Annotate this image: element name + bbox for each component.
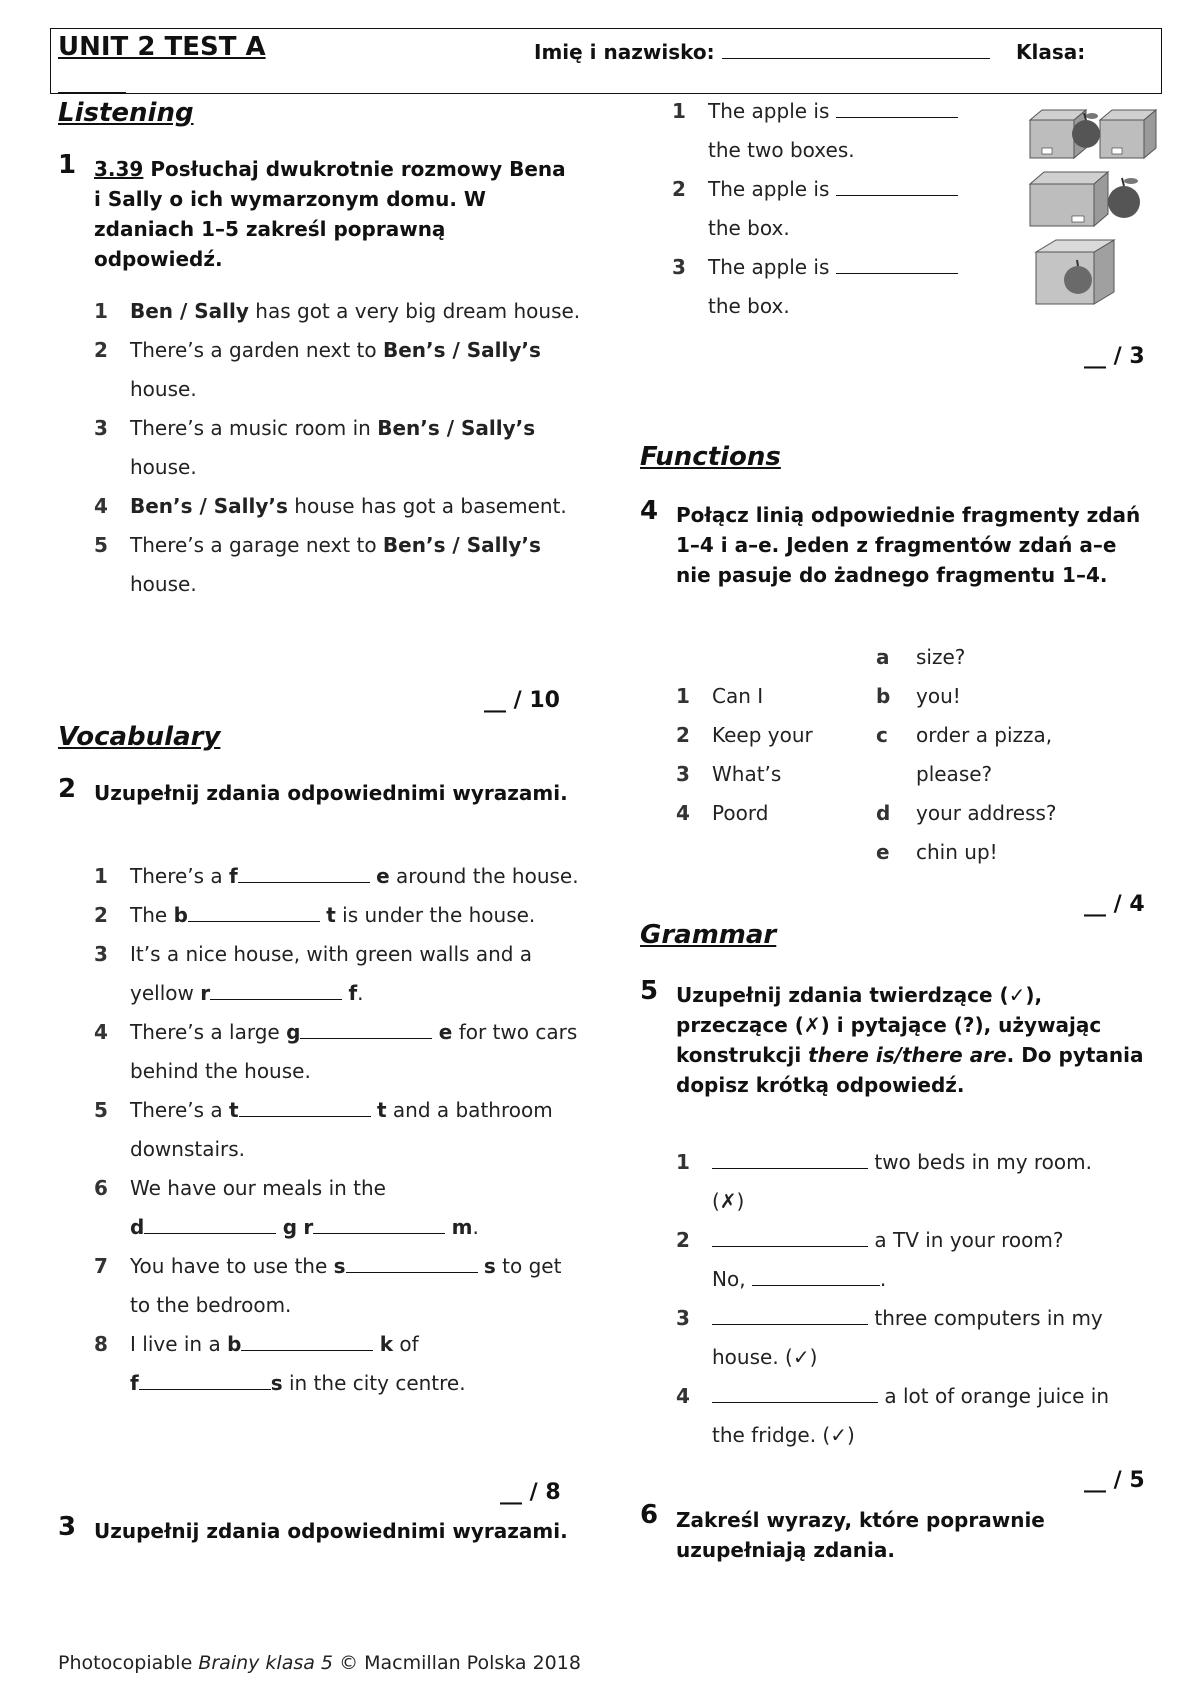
apple-between-boxes-image [1028,104,1158,160]
apple-in-box-image [1034,238,1118,308]
list-item: 3 The apple is the box. [672,248,1012,326]
list-item: e chin up! [876,840,998,864]
box-icon [1100,110,1156,158]
exercise-2-instruction: Uzupełnij zdania odpowiednimi wyrazami. [94,781,568,805]
gap-line[interactable] [238,882,370,883]
gap-line[interactable] [836,195,958,196]
list-item: 4 There’s a large g e for two cars behind the house. [94,1020,578,1083]
score-exercise-5: __ / 5 [1084,1468,1145,1493]
score-exercise-1: __ / 10 [484,688,560,713]
exercise-1-instruction: 3.39 Posłuchaj dwukrotnie rozmowy Bena i Sally o ich wymarzonym domu. W zdaniach 1–5 zakreśl poprawną odpowiedź. [94,157,566,271]
list-item: 4 a lot of orange juice in the fridge. (✓) [676,1384,1110,1447]
section-grammar: Grammar [640,920,777,950]
list-item: 2 Keep your [676,723,813,747]
choice-option[interactable]: Ben’s / Sally’s [130,494,288,518]
short-answer-line[interactable] [752,1285,880,1286]
matching-left-column [676,677,856,833]
list-item: 2 a TV in your room? No, . [676,1228,1064,1291]
section-vocabulary: Vocabulary [58,722,221,752]
gap-line[interactable] [239,1116,371,1117]
list-item: b you! [876,684,961,708]
footer-copyright: Photocopiable Brainy klasa 5 © Macmillan Polska 2018 [58,1652,581,1674]
list-item: 7 You have to use the s s to get to the bedroom. [94,1254,562,1317]
score-exercise-2: __ / 8 [500,1480,561,1505]
exercise-3-list [672,92,1012,326]
apple-next-to-box-image [1028,168,1144,228]
exercise-2-list [94,857,584,1403]
list-item: 6 We have our meals in the d g r m. [94,1176,479,1239]
list-item: 4 Ben’s / Sally’s house has got a basement. [94,494,567,518]
test-title: UNIT 2 TEST A [58,32,266,62]
gap-line[interactable] [712,1324,868,1325]
list-item: 8 I live in a b k of f s in the city centre. [94,1332,466,1395]
list-item: 3 There’s a music room in Ben’s / Sally’s house. [94,416,536,479]
choice-option[interactable]: Ben’s / Sally’s [383,338,541,362]
audio-reference: 3.39 [94,157,144,181]
list-item: 2 The b t is under the house. [94,903,536,927]
list-item: 3 What’s [676,762,782,786]
apple-icon [1108,178,1140,218]
gap-line[interactable] [712,1402,878,1403]
exercise-5-list [676,1143,1156,1455]
gap-line[interactable] [836,273,958,274]
gap-line[interactable] [139,1389,271,1390]
list-item: please? [916,762,993,786]
gap-line[interactable] [712,1246,868,1247]
list-item: 1 Ben / Sally has got a very big dream house. [94,299,581,323]
exercise-3-instruction: Uzupełnij zdania odpowiednimi wyrazami. [94,1519,568,1543]
gap-line[interactable] [144,1233,276,1234]
list-item: 1 Can I [676,684,764,708]
list-item: 4 Poord [676,801,769,825]
section-functions: Functions [640,442,781,472]
name-line[interactable] [722,58,990,59]
list-item: 5 There’s a t t and a bathroom downstairs. [94,1098,553,1161]
exercise-5-number: 5 [640,976,659,1006]
name-label: Imię i nazwisko: [534,40,715,64]
gap-line[interactable] [712,1168,868,1169]
exercise-4-number: 4 [640,496,659,526]
exercise-3-number: 3 [58,1512,77,1542]
choice-option[interactable]: Ben / Sally [130,299,249,323]
list-item: 2 The apple is the box. [672,170,1012,248]
exercise-1-number: 1 [58,150,77,180]
name-field [534,40,990,64]
exercise-6-instruction: Zakreśl wyrazy, które poprawnie uzupełniają zdania. [676,1508,1045,1562]
list-item: 5 There’s a garage next to Ben’s / Sally’s house. [94,533,541,596]
list-item: 1 There’s a f e around the house. [94,864,579,888]
gap-line[interactable] [836,117,958,118]
list-item: a size? [876,645,966,669]
choice-option[interactable]: Ben’s / Sally’s [377,416,536,440]
choice-option[interactable]: Ben’s / Sally’s [382,533,541,557]
gap-line[interactable] [188,921,320,922]
box-icon [1030,172,1108,226]
list-item: 1 two beds in my room. (✗) [676,1150,1092,1213]
list-item: c order a pizza, [876,723,1053,747]
gap-line[interactable] [300,1038,432,1039]
gap-line[interactable] [346,1272,478,1273]
exercise-2-number: 2 [58,774,77,804]
exercise-4-instruction: Połącz linią odpowiednie fragmenty zdań 1–4 i a–e. Jeden z fragmentów zdań a–e nie pasuje do żadnego fragmentu 1–4. [676,503,1141,587]
list-item: d your address? [876,801,1057,825]
gap-line[interactable] [241,1350,373,1351]
gap-line[interactable] [313,1233,445,1234]
class-label: Klasa: [1016,40,1086,64]
score-exercise-4: __ / 4 [1084,892,1145,917]
section-listening: Listening [58,98,194,128]
matching-right-column [876,638,1136,872]
list-item: 2 There’s a garden next to Ben’s / Sally’s house. [94,338,541,401]
gap-line[interactable] [210,999,342,1000]
class-line[interactable] [58,92,126,93]
exercise-5-instruction: Uzupełnij zdania twierdzące (✓), przeczące (✗) i pytające (?), używając konstrukcji there is/there are. Do pytania dopisz krótką odpowiedź. [676,983,1144,1097]
list-item: 1 The apple is the two boxes. [672,92,1012,170]
exercise-6-number: 6 [640,1500,659,1530]
score-exercise-3: __ / 3 [1084,344,1145,369]
list-item: 3 three computers in my house. (✓) [676,1306,1103,1369]
exercise-1-list [94,292,584,604]
list-item: 3 It’s a nice house, with green walls and a yellow r f. [94,942,533,1005]
